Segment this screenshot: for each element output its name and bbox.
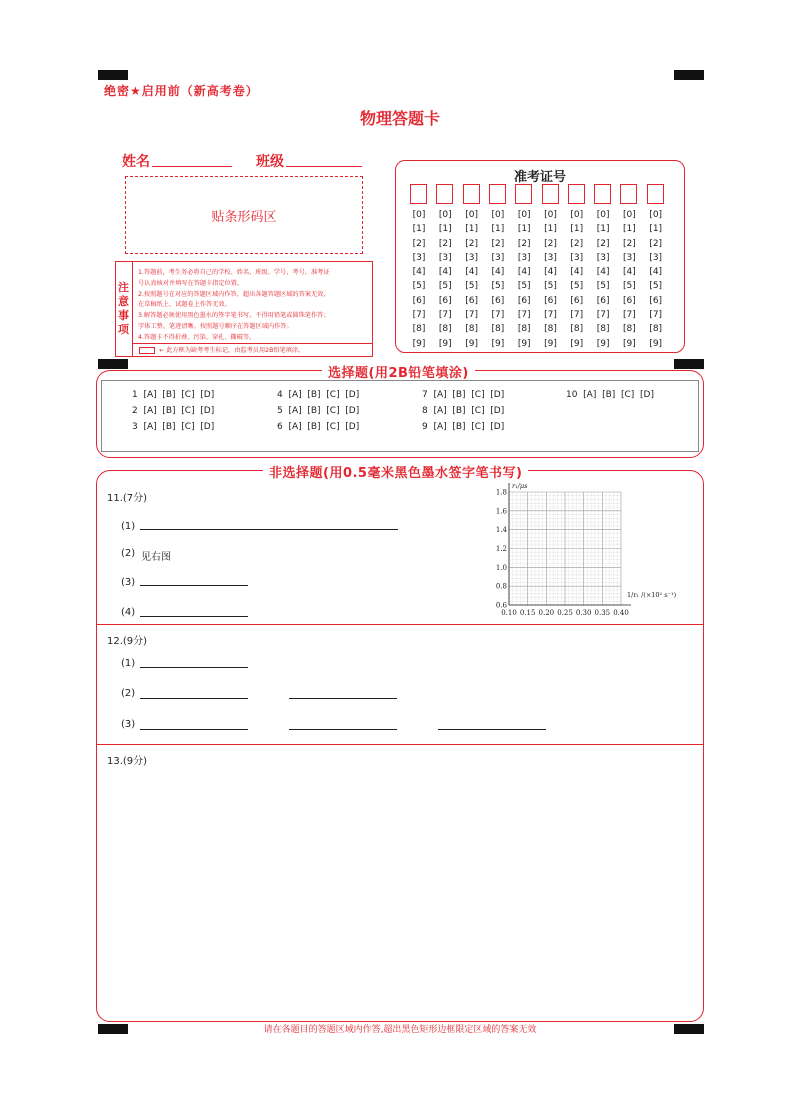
class-label: 班级: [256, 154, 284, 170]
exam-id-digit-option[interactable]: [5]: [544, 281, 557, 292]
q11-part4-label: (4): [121, 607, 136, 618]
exam-id-digit-option[interactable]: [8]: [649, 324, 663, 335]
exam-id-digit-option[interactable]: [2]: [596, 238, 610, 249]
choice-item[interactable]: 4 [A] [B] [C] [D]: [277, 390, 360, 400]
registration-mark: [674, 359, 704, 369]
exam-id-digit-option[interactable]: [7]: [623, 310, 636, 321]
exam-id-digit-option[interactable]: [8]: [570, 324, 584, 335]
exam-id-digit-option[interactable]: [6]: [412, 295, 426, 306]
exam-id-digit-option[interactable]: [9]: [412, 338, 426, 349]
exam-id-digit-option[interactable]: [3]: [596, 252, 610, 263]
exam-id-digit-option[interactable]: [3]: [412, 252, 426, 263]
q12-part3-label: (3): [121, 719, 136, 730]
choice-item[interactable]: 8 [A] [B] [C] [D]: [422, 406, 505, 416]
exam-id-digit-box[interactable]: [542, 184, 559, 204]
exam-id-digit-option[interactable]: [7]: [649, 310, 663, 321]
exam-id-digit-option[interactable]: [6]: [623, 295, 636, 306]
choice-item[interactable]: 5 [A] [B] [C] [D]: [277, 406, 360, 416]
exam-id-digit-option[interactable]: [6]: [649, 295, 663, 306]
exam-id-digit-option[interactable]: [2]: [465, 238, 478, 249]
exam-id-digit-option[interactable]: [6]: [517, 295, 531, 306]
name-label: 姓名: [122, 154, 150, 170]
graph-x-tick-label: 0.40: [613, 609, 629, 617]
exam-id-digit-option[interactable]: [4]: [649, 267, 663, 278]
exam-id-digit-option[interactable]: [8]: [596, 324, 610, 335]
exam-id-digit-option[interactable]: [4]: [438, 267, 452, 278]
exam-id-digit-option[interactable]: [0]: [570, 210, 584, 220]
graph-x-tick-label: 0.20: [538, 609, 555, 617]
q11-part1-label: (1): [121, 521, 136, 532]
exam-id-digit-box[interactable]: [647, 184, 664, 204]
q13-heading: 13.(9分): [107, 756, 148, 767]
exam-id-digit-box[interactable]: [463, 184, 480, 204]
exam-id-digit-option[interactable]: [8]: [517, 324, 531, 335]
exam-id-digit-option[interactable]: [4]: [623, 267, 636, 278]
exam-id-digit-option[interactable]: [4]: [544, 267, 557, 278]
registration-mark: [98, 359, 128, 369]
exam-id-digit-option[interactable]: [6]: [438, 295, 452, 306]
exam-id-digit-option[interactable]: [5]: [649, 281, 663, 292]
exam-id-digit-option[interactable]: [8]: [438, 324, 452, 335]
exam-id-digit-box[interactable]: [620, 184, 637, 204]
graph-x-tick-label: 0.15: [519, 609, 536, 617]
page-title: 物理答题卡: [359, 109, 440, 128]
exam-id-digit-option[interactable]: [9]: [465, 338, 478, 349]
absence-mark-note: ← 此方框为缺考考生标记，由监考员用2B铅笔填涂。: [133, 343, 373, 357]
q11-part2-note: 见右图: [141, 552, 171, 563]
confidential-label: 绝密★启用前（新高考卷）: [104, 84, 259, 98]
exam-id-digit-box[interactable]: [515, 184, 532, 204]
exam-id-digit-option[interactable]: [3]: [544, 252, 557, 263]
graph-y-tick-label: 1.8: [495, 488, 507, 497]
choice-item[interactable]: 6 [A] [B] [C] [D]: [277, 422, 360, 432]
exam-id-digit-option[interactable]: [7]: [544, 310, 557, 321]
section-divider: [96, 744, 704, 745]
graph-y-tick-label: 1.6: [495, 507, 507, 516]
exam-id-digit-column: [461, 208, 483, 351]
exam-id-digit-option[interactable]: [3]: [491, 252, 505, 263]
exam-id-digit-option[interactable]: [9]: [623, 338, 636, 349]
exam-id-digit-column: [487, 208, 509, 351]
exam-id-digit-option[interactable]: [6]: [570, 295, 584, 306]
exam-id-digit-option[interactable]: [3]: [438, 252, 452, 263]
exam-id-digit-option[interactable]: [7]: [517, 310, 531, 321]
exam-id-digit-option[interactable]: [1]: [544, 224, 557, 235]
exam-id-digit-option[interactable]: [5]: [412, 281, 426, 292]
q12-heading: 12.(9分): [107, 636, 148, 647]
exam-id-digit-option[interactable]: [3]: [465, 252, 478, 263]
graph-y-tick-label: 1.4: [495, 526, 507, 535]
exam-id-digit-column: [408, 208, 430, 351]
exam-id-digit-box[interactable]: [489, 184, 506, 204]
class-field[interactable]: [286, 166, 362, 167]
exam-id-digit-option[interactable]: [0]: [491, 210, 505, 220]
exam-id-digit-option[interactable]: [8]: [412, 324, 426, 335]
section-divider: [96, 624, 704, 625]
exam-id-digit-option[interactable]: [7]: [438, 310, 452, 321]
exam-id-digit-option[interactable]: [1]: [623, 224, 636, 235]
exam-id-digit-option[interactable]: [1]: [412, 224, 426, 235]
notice-text: 1.答题前，考生务必将自己的学校、姓名、班级、学号、考号、准考证 号认真核对并填写在答题卡指定位置。 2.按照题号在对应的答题区域内作答，超出各题答题区域的答案无效， 在草稿纸上、试题卷上作答无效。 3.解答题必须使用黑色墨水的签字笔书写，不得用铅笔或圆珠笔作答； 字体工整、笔迹清晰。按照题号顺序在答题区域内作答。 4.答题卡不得折叠、污染、穿孔、撕破等。: [138, 269, 330, 341]
exam-id-digit-option[interactable]: [4]: [596, 267, 610, 278]
exam-id-digit-option[interactable]: [1]: [491, 224, 505, 235]
exam-id-digit-option[interactable]: [7]: [412, 310, 426, 321]
exam-id-digit-option[interactable]: [9]: [649, 338, 663, 349]
exam-id-digit-column: [434, 208, 456, 351]
exam-id-digit-option[interactable]: [8]: [465, 324, 478, 335]
q12-part2-answer-line[interactable]: [140, 698, 248, 699]
exam-id-digit-option[interactable]: [5]: [465, 281, 478, 292]
graph-x-axis-label: 1/r₁ /(×10² s⁻¹): [627, 591, 677, 599]
exam-id-digit-option[interactable]: [1]: [596, 224, 610, 235]
graph-x-tick-label: 0.35: [594, 609, 611, 617]
exam-id-digit-option[interactable]: [5]: [623, 281, 636, 292]
exam-id-digit-option[interactable]: [0]: [438, 210, 452, 220]
exam-id-digit-option[interactable]: [8]: [623, 324, 636, 335]
q11-part3-answer-line[interactable]: [140, 585, 248, 586]
q11-part3-label: (3): [121, 577, 136, 588]
open-section-title: 非选择题(用0.5毫米黑色墨水签字笔书写): [263, 462, 528, 481]
exam-id-digit-option[interactable]: [6]: [596, 295, 610, 306]
choice-item[interactable]: 3 [A] [B] [C] [D]: [132, 422, 215, 432]
exam-id-digit-option[interactable]: [5]: [438, 281, 452, 292]
exam-id-digit-option[interactable]: [9]: [491, 338, 505, 349]
exam-id-title: 准考证号: [513, 170, 566, 185]
exam-id-digit-option[interactable]: [4]: [491, 267, 505, 278]
exam-id-digit-option[interactable]: [9]: [438, 338, 452, 349]
exam-id-digit-option[interactable]: [0]: [544, 210, 557, 220]
exam-id-digit-option[interactable]: [9]: [596, 338, 610, 349]
exam-id-digit-option[interactable]: [8]: [491, 324, 505, 335]
q12-part3-answer-line[interactable]: [289, 729, 397, 730]
absence-mark-box[interactable]: [139, 347, 155, 354]
choice-item[interactable]: 2 [A] [B] [C] [D]: [132, 406, 215, 416]
barcode-area: 贴条形码区: [125, 176, 363, 254]
exam-id-digit-option[interactable]: [6]: [465, 295, 478, 306]
q12-part3-answer-line[interactable]: [140, 729, 248, 730]
exam-id-digit-box[interactable]: [568, 184, 585, 204]
exam-id-digit-option[interactable]: [5]: [570, 281, 584, 292]
q11-heading: 11.(7分): [107, 493, 148, 504]
exam-id-digit-option[interactable]: [0]: [517, 210, 531, 220]
exam-id-digit-option[interactable]: [8]: [544, 324, 557, 335]
graph-y-tick-label: 0.8: [495, 582, 507, 591]
exam-id-digit-option[interactable]: [5]: [596, 281, 610, 292]
exam-id-digit-option[interactable]: [0]: [412, 210, 426, 220]
exam-id-digit-option[interactable]: [4]: [517, 267, 531, 278]
exam-id-digit-option[interactable]: [5]: [517, 281, 531, 292]
exam-id-digit-box[interactable]: [594, 184, 611, 204]
exam-id-digit-option[interactable]: [2]: [649, 238, 663, 249]
exam-id-digit-option[interactable]: [3]: [570, 252, 584, 263]
exam-id-digit-option[interactable]: [2]: [438, 238, 452, 249]
exam-id-digit-option[interactable]: [3]: [649, 252, 663, 263]
q12-part3-answer-line[interactable]: [438, 729, 546, 730]
registration-mark: [98, 70, 128, 80]
q11-graph[interactable]: [495, 481, 677, 621]
exam-id-digit-option[interactable]: [2]: [570, 238, 584, 249]
exam-id-digit-column: [592, 208, 614, 351]
q11-part1-answer-line[interactable]: [140, 529, 398, 530]
exam-id-digit-option[interactable]: [2]: [491, 238, 505, 249]
choice-item[interactable]: 1 [A] [B] [C] [D]: [132, 390, 215, 400]
exam-id-digit-option[interactable]: [4]: [465, 267, 478, 278]
exam-id-digit-box[interactable]: [410, 184, 427, 204]
footer-notice: 请在各题目的答题区域内作答,超出黑色矩形边框限定区域的答案无效: [263, 1025, 537, 1035]
exam-id-digit-column: [540, 208, 562, 351]
exam-id-digit-option[interactable]: [9]: [570, 338, 584, 349]
exam-id-digit-option[interactable]: [4]: [412, 267, 426, 278]
graph-x-tick-label: 0.10: [501, 609, 517, 617]
exam-id-digit-option[interactable]: [0]: [596, 210, 610, 220]
exam-id-digit-option[interactable]: [0]: [623, 210, 636, 220]
graph-x-tick-label: 0.30: [575, 609, 592, 617]
exam-id-digit-option[interactable]: [2]: [623, 238, 636, 249]
exam-id-digit-column: [566, 208, 588, 351]
exam-id-digit-option[interactable]: [1]: [517, 224, 531, 235]
exam-id-digit-option[interactable]: [2]: [517, 238, 531, 249]
exam-id-digit-option[interactable]: [7]: [465, 310, 478, 321]
exam-id-digit-column: [513, 208, 535, 351]
exam-id-digit-option[interactable]: [7]: [570, 310, 584, 321]
q12-part2-label: (2): [121, 688, 136, 699]
exam-id-digit-option[interactable]: [0]: [649, 210, 663, 220]
graph-y-axis-label: r₁/μs: [512, 482, 528, 490]
exam-id-digit-option[interactable]: [9]: [544, 338, 557, 349]
q11-part4-answer-line[interactable]: [140, 616, 248, 617]
q12-part1-label: (1): [121, 658, 136, 669]
notice-side-label: 注 意 事 项: [115, 261, 133, 357]
exam-id-digit-option[interactable]: [1]: [570, 224, 584, 235]
exam-id-digit-option[interactable]: [7]: [491, 310, 505, 321]
q13-answer-area[interactable]: [100, 770, 700, 1015]
name-field[interactable]: [152, 166, 232, 167]
exam-id-digit-box[interactable]: [436, 184, 453, 204]
exam-id-digit-option[interactable]: [6]: [491, 295, 505, 306]
registration-mark: [674, 70, 704, 80]
choice-item[interactable]: 9 [A] [B] [C] [D]: [422, 422, 505, 432]
q12-part1-answer-line[interactable]: [140, 667, 248, 668]
exam-id-digit-option[interactable]: [0]: [465, 210, 478, 220]
exam-id-digit-option[interactable]: [2]: [544, 238, 557, 249]
exam-id-digit-column: [618, 208, 640, 351]
q12-part2-answer-line[interactable]: [289, 698, 397, 699]
graph-x-tick-label: 0.25: [557, 609, 573, 617]
graph-y-tick-label: 1.0: [495, 563, 507, 572]
graph-y-tick-label: 0.6: [495, 601, 507, 610]
q11-part2-label: (2): [121, 548, 136, 559]
choice-section-title: 选择题(用2B铅笔填涂): [322, 362, 475, 381]
exam-id-digit-option[interactable]: [3]: [517, 252, 531, 263]
exam-id-digit-option[interactable]: [5]: [491, 281, 505, 292]
exam-id-digit-column: [645, 208, 667, 351]
exam-id-digit-option[interactable]: [3]: [623, 252, 636, 263]
graph-y-tick-label: 1.2: [495, 545, 507, 553]
choice-item[interactable]: 10 [A] [B] [C] [D]: [566, 390, 654, 400]
exam-id-digit-option[interactable]: [1]: [438, 224, 452, 235]
exam-id-digit-option[interactable]: [4]: [570, 267, 584, 278]
exam-id-digit-option[interactable]: [7]: [596, 310, 610, 321]
exam-id-digit-option[interactable]: [6]: [544, 295, 557, 306]
choice-item[interactable]: 7 [A] [B] [C] [D]: [422, 390, 505, 400]
exam-id-digit-option[interactable]: [1]: [649, 224, 663, 235]
exam-id-digit-option[interactable]: [1]: [465, 224, 478, 235]
exam-id-digit-option[interactable]: [2]: [412, 238, 426, 249]
exam-id-digit-option[interactable]: [9]: [517, 338, 531, 349]
